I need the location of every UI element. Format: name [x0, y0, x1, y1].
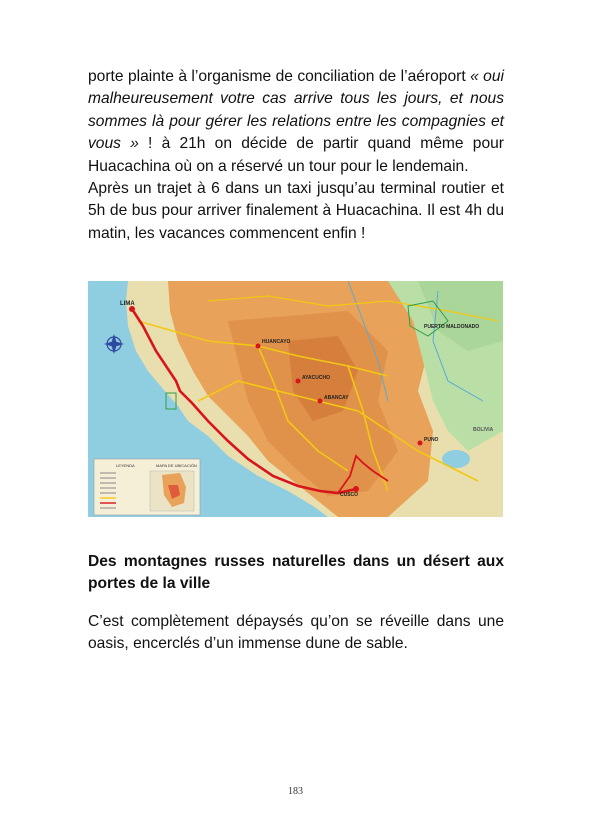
paragraph-oasis: C’est complètement dépaysés qu’on se réveille dans une oasis, encerclés d’un immense dune de sable.	[88, 613, 504, 653]
puno-marker	[418, 441, 423, 446]
abancay-marker	[318, 399, 323, 404]
body-text-block	[88, 66, 504, 245]
route-map	[88, 281, 503, 517]
map-label-abancay: ABANCAY	[324, 395, 349, 401]
map-label-lima: LIMA	[120, 301, 135, 307]
location-map-title: MAPA DE UBICACIÓN	[156, 463, 197, 468]
map-label-puno: PUNO	[424, 437, 439, 443]
map-legend	[94, 459, 200, 515]
airport-quote: « oui malheureusement votre cas arrive tous les jours, et nous sommes là pour gérer les relations entre les compagnies et vous »	[88, 68, 504, 153]
map-label-cusco: CUSCO	[340, 492, 359, 498]
paragraph-continuation: ! à 21h on décide de partir quand même pour Huacachina où on a réservé un tour pour le lendemain.	[88, 135, 504, 175]
huancayo-marker	[256, 344, 261, 349]
map-label-ayacucho: AYACUCHO	[302, 375, 330, 381]
map-label-huancayo: HUANCAYO	[262, 339, 291, 345]
paragraph-complaint	[88, 66, 504, 178]
paragraph-arrival: Après un trajet à 6 dans un taxi jusqu’au terminal routier et 5h de bus pour arriver finalement à Huacachina. Il est 4h du matin, les vacances commencent enfin !	[88, 180, 504, 242]
section-heading: Des montagnes russes naturelles dans un désert aux portes de la ville	[88, 553, 504, 593]
paragraph-line: porte plainte à l’organisme de conciliation de l’aéroport	[88, 68, 466, 85]
map-label-bolivia: BOLIVIA	[473, 427, 494, 433]
page-number: 183	[288, 786, 303, 797]
legend-title: LEYENDA	[116, 463, 135, 468]
peru-road-map	[88, 281, 503, 517]
ayacucho-marker	[296, 379, 301, 384]
map-label-puerto-maldonado: PUERTO MALDONADO	[424, 324, 480, 330]
